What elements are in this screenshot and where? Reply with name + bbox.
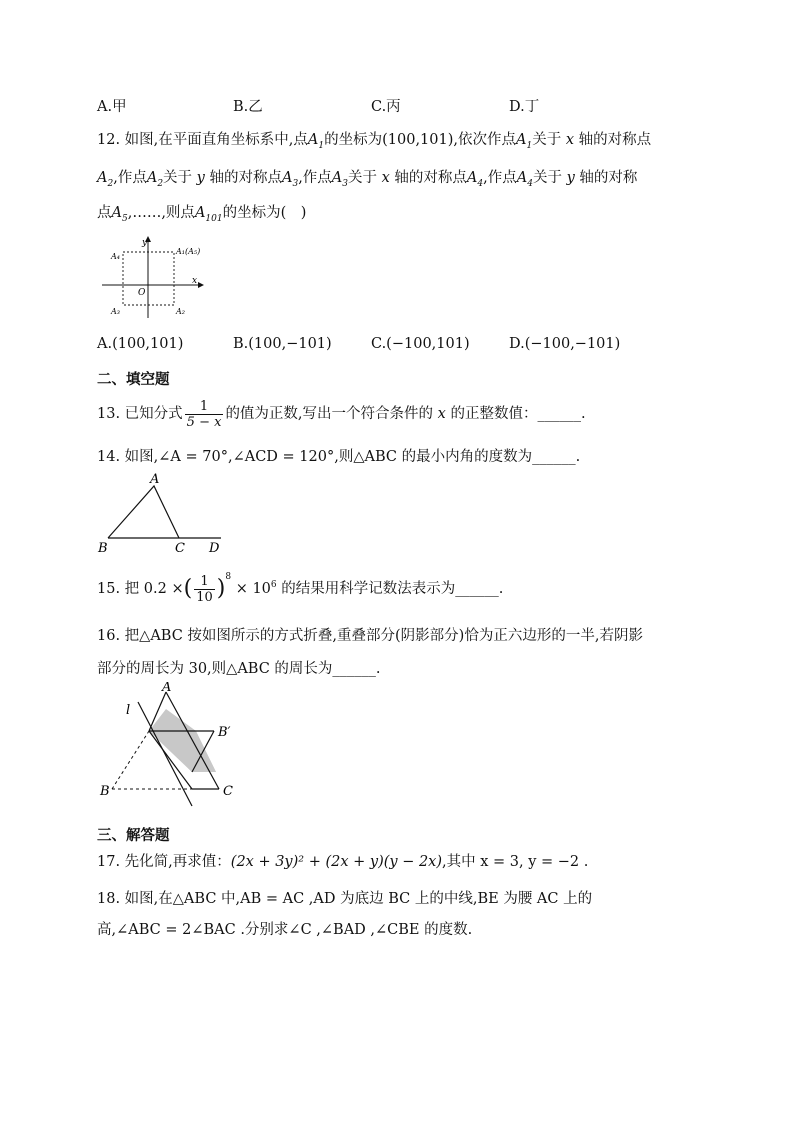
text: 的结果用科学记数法表示为______. (281, 581, 504, 597)
text: 先化简,再求值： (124, 854, 231, 870)
point-label: $A_5$ (111, 205, 128, 224)
text: 的坐标为 (324, 132, 383, 148)
text: ,作点 (298, 170, 332, 186)
q12-coordinate-figure (98, 232, 208, 322)
point-label: $A_4$ (466, 170, 484, 189)
label-b-prime: B′ (218, 725, 231, 740)
text: 关于 (348, 170, 378, 186)
text: 的值为正数,写出一个符合条件的 (225, 406, 434, 422)
triangle-abc (108, 486, 179, 538)
label-c: C (223, 784, 233, 799)
x-axis-arrow (198, 282, 204, 288)
label-b: B (100, 784, 110, 799)
question-number: 13. (97, 406, 121, 422)
text: × 10 (235, 581, 271, 597)
label-a3: A₃ (111, 307, 120, 316)
x-label: x (192, 276, 198, 286)
origin-label: O (138, 288, 146, 298)
label-a1-a5: A₁(A₅) (176, 247, 201, 256)
text: 关于 (532, 132, 562, 148)
point-label: $A_3$ (331, 170, 349, 189)
paren-open: ( (183, 576, 193, 601)
text: 的坐标为( ) (222, 205, 307, 221)
point-label: $A_1$ (516, 132, 533, 151)
q12-option-b: B.(100,−101) (233, 336, 332, 352)
denominator: 5 − x (186, 414, 222, 430)
question-number: 17. (97, 854, 121, 870)
text: 轴的对称点 (394, 170, 467, 186)
label-b: B (98, 541, 108, 556)
section-fill-blank-heading: 二、填空题 (97, 372, 170, 388)
text: 如图,∠A = 70°,∠ACD = 120°,则△ABC 的最小内角的度数为______. (124, 449, 581, 465)
point-label: $A_4$ (516, 170, 533, 189)
variable: x (437, 406, 446, 422)
side-ab-dashed (112, 731, 149, 789)
q18-line-2 (97, 920, 472, 940)
exponent: 6 (270, 580, 277, 591)
label-a2: A₂ (176, 307, 185, 316)
q16-line-2 (97, 659, 381, 679)
q12-line-2 (97, 168, 637, 188)
y-label: y (142, 238, 148, 248)
label-a4: A₄ (111, 252, 120, 261)
question-number: 12. (97, 132, 121, 148)
variable: x (381, 170, 390, 186)
label-l: l (126, 703, 131, 718)
fraction (185, 399, 224, 430)
text: ,其中 x = 3, y = −2 . (442, 854, 589, 870)
q12-option-a: A.(100,101) (97, 336, 184, 352)
fraction (194, 574, 215, 605)
text: 关于 (532, 170, 562, 186)
question-number: 15. (97, 581, 121, 597)
text: 点 (97, 205, 112, 221)
question-number: 14. (97, 449, 121, 465)
text: 轴的对称 (579, 170, 638, 186)
point-label: $A_2$ (146, 170, 164, 189)
numerator: 1 (185, 399, 224, 415)
variable: x (565, 132, 575, 148)
q11-option-c: C.丙 (371, 99, 401, 115)
text: 如图,在△ABC 中,AB = AC ,AD 为底边 BC 上的中线,BE 为腰 AC 上的 (124, 891, 593, 907)
label-d: D (209, 541, 220, 556)
q12-option-d: D.(−100,−101) (509, 336, 621, 352)
q16-fold-figure (98, 682, 248, 808)
point-label: $A_3$ (281, 170, 299, 189)
label-a: A (162, 682, 172, 695)
text: ,作点 (483, 170, 517, 186)
text: ,作点 (113, 170, 147, 186)
q16-line-1 (97, 626, 643, 646)
numerator: 1 (194, 574, 215, 590)
text: 如图,在平面直角坐标系中,点 (124, 132, 308, 148)
point-label: $A_1$ (307, 132, 325, 151)
question-number: 18. (97, 891, 121, 907)
label-a: A (150, 472, 160, 487)
q17 (97, 852, 588, 872)
denominator: 10 (196, 589, 213, 605)
q13 (97, 398, 586, 430)
q12-line-1 (97, 130, 651, 150)
q11-option-a: A.甲 (97, 99, 127, 115)
label-c: C (175, 541, 185, 556)
question-number: 16. (97, 628, 121, 644)
q12-option-c: C.(−100,101) (371, 336, 470, 352)
q15 (97, 572, 503, 606)
text: 关于 (163, 170, 193, 186)
section-solve-heading: 三、解答题 (97, 828, 170, 844)
point-label: $A_2$ (97, 170, 114, 189)
text: 轴的对称点 (578, 132, 652, 148)
coordinate: (100,101) (382, 132, 454, 148)
q14 (97, 447, 580, 467)
variable: y (196, 170, 205, 186)
text: 的正整数值：______. (450, 406, 586, 422)
text: 已知分式 (124, 406, 183, 422)
variable: y (566, 170, 575, 186)
text: 轴的对称点 (209, 170, 282, 186)
text: 高,∠ABC = 2∠BAC .分别求∠C ,∠BAD ,∠CBE 的度数. (97, 922, 473, 938)
text: 部分的周长为 30,则△ABC 的周长为______. (97, 661, 381, 677)
q14-triangle-figure (96, 472, 231, 556)
text: ,……,则点 (127, 205, 195, 221)
expression: (2x + 3y)² + (2x + y)(y − 2x) (230, 854, 443, 870)
text: 把△ABC 按如图所示的方式折叠,重叠部分(阴影部分)恰为正六边形的一半,若阴影 (124, 628, 643, 644)
q11-option-b: B.乙 (233, 99, 263, 115)
point-label: $A_{101}$ (194, 205, 223, 224)
q18-line-1 (97, 889, 592, 909)
q12-line-3 (97, 203, 306, 223)
text: 把 0.2 × (124, 581, 184, 597)
text: ,依次作点 (453, 132, 516, 148)
paren-close: ) (216, 576, 226, 601)
q11-option-d: D.丁 (509, 99, 540, 115)
exponent: 8 (225, 572, 232, 582)
